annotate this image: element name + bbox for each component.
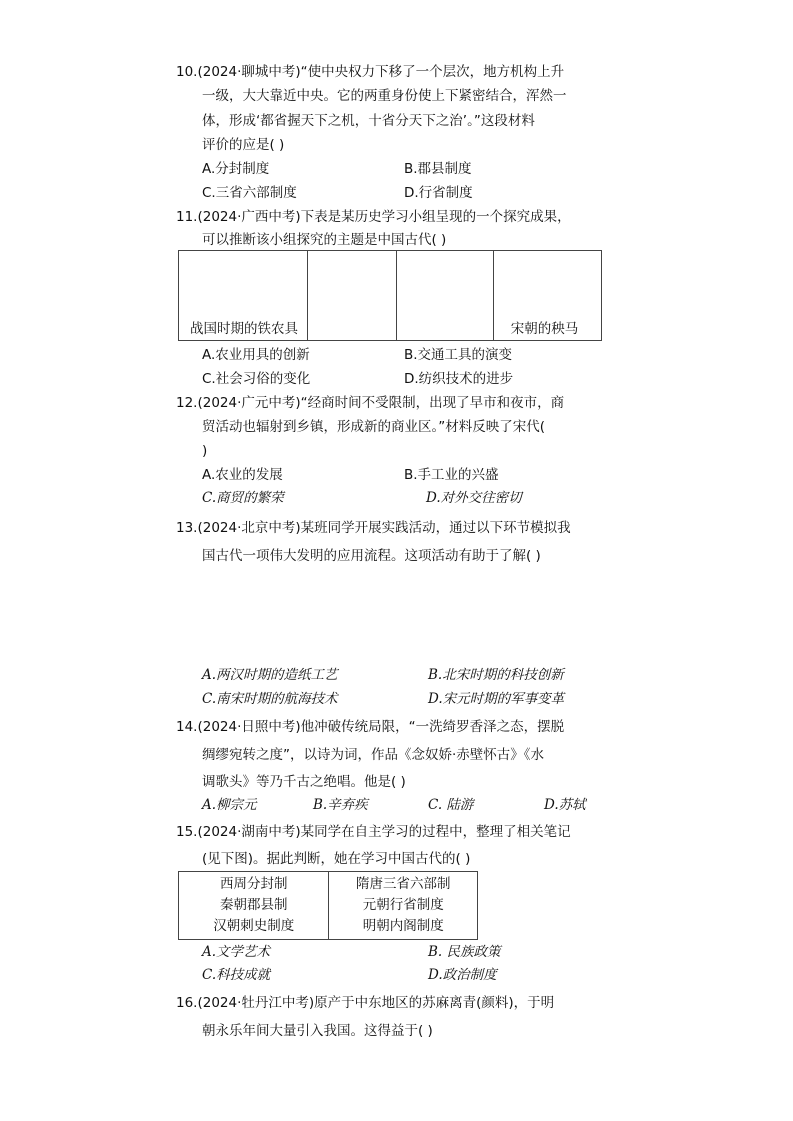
question-15-notes-left <box>179 872 329 940</box>
question-11-line-2: 可以推断该小组探究的主题是中国古代( ) <box>202 232 447 248</box>
question-15-option-b: B. 民族政策 <box>428 944 501 960</box>
question-14-option-a: A.柳宗元 <box>202 797 257 813</box>
question-11-cell-1-caption: 战国时期的铁农具 <box>190 321 298 337</box>
question-15-notes-table <box>178 871 478 940</box>
question-10-option-d: D.行省制度 <box>404 185 473 201</box>
question-14-line-3: 调歌头》等乃千古之绝唱。他是( ) <box>202 774 406 790</box>
notes-item: 秦朝郡县制 <box>219 897 288 913</box>
question-10-option-a: A.分封制度 <box>202 161 270 177</box>
question-11-cell-4 <box>493 251 601 341</box>
question-12-option-d: D.对外交往密切 <box>426 490 522 506</box>
question-15-option-a: A.文学艺术 <box>202 944 271 960</box>
question-13-option-b: B.北宋时期的科技创新 <box>428 667 564 683</box>
question-14-line-1: 14.(2024·日照中考)他冲破传统局限，“一洗绮罗香泽之态，摆脱 <box>176 719 565 735</box>
question-11-option-a: A.农业用具的创新 <box>202 347 310 363</box>
question-15-line-2: (见下图)。据此判断，她在学习中国古代的( ) <box>202 851 471 867</box>
question-14-option-b: B.辛弃疾 <box>313 797 368 813</box>
question-13-option-c: C.南宋时期的航海技术 <box>202 691 338 707</box>
question-12-option-a: A.农业的发展 <box>202 467 283 483</box>
question-15-line-1: 15.(2024·湖南中考)某同学在自主学习的过程中，整理了相关笔记 <box>176 824 571 840</box>
question-14-option-c: C. 陆游 <box>428 797 474 813</box>
question-13-option-a: A.两汉时期的造纸工艺 <box>202 667 338 683</box>
question-11-cell-1 <box>179 251 308 341</box>
question-14-option-d: D.苏轼 <box>544 797 586 813</box>
question-13-option-d: D.宋元时期的军事变革 <box>428 691 565 707</box>
question-11-table <box>178 250 602 341</box>
notes-item: 西周分封制 <box>219 876 288 892</box>
question-12-line-2: 贸活动也辐射到乡镇，形成新的商业区。”材料反映了宋代( <box>202 419 546 435</box>
question-12-option-b: B.手工业的兴盛 <box>404 467 499 483</box>
question-11-option-b: B.交通工具的演变 <box>404 347 513 363</box>
notes-item: 隋唐三省六部制 <box>355 876 451 892</box>
question-13-line-2: 国古代一项伟大发明的应用流程。这项活动有助于了解( ) <box>202 548 541 564</box>
question-12-line-3: ) <box>202 443 208 459</box>
question-11-cell-4-caption: 宋朝的秧马 <box>510 321 579 337</box>
question-11-option-d: D.纺织技术的进步 <box>404 371 514 387</box>
question-15-option-c: C.科技成就 <box>202 967 271 983</box>
question-12-option-c: C.商贸的繁荣 <box>202 490 284 506</box>
question-14-line-2: 绸缪宛转之度”，以诗为词，作品《念奴娇·赤壁怀古》《水 <box>202 747 545 763</box>
question-10-option-b: B.郡县制度 <box>404 161 472 177</box>
question-12-line-1: 12.(2024·广元中考)“经商时间不受限制，出现了早市和夜市，商 <box>176 395 565 411</box>
question-13-line-1: 13.(2024·北京中考)某班同学开展实践活动，通过以下环节模拟我 <box>176 520 571 536</box>
question-11-line-1: 11.(2024·广西中考)下表是某历史学习小组呈现的一个探究成果， <box>176 209 571 225</box>
question-10-line-3: 体，形成‘都省握天下之机，十省分天下之治’。”这段材料 <box>202 113 535 129</box>
question-15-notes-right <box>329 872 478 940</box>
question-16-line-2: 朝永乐年间大量引入我国。这得益于( ) <box>202 1023 433 1039</box>
question-11-cell-3 <box>397 251 493 341</box>
question-16-line-1: 16.(2024·牡丹江中考)原产于中东地区的苏麻离青(颜料)，于明 <box>176 995 555 1011</box>
question-10-line-2: 一级，大大靠近中央。它的两重身份使上下紧密结合，浑然一 <box>202 88 567 104</box>
question-10-line-4: 评价的应是( ) <box>202 137 285 153</box>
notes-item: 汉朝刺史制度 <box>213 918 295 934</box>
notes-item: 元朝行省制度 <box>362 897 444 913</box>
question-11-option-c: C.社会习俗的变化 <box>202 371 311 387</box>
question-11-cell-2 <box>308 251 397 341</box>
question-10-line-1: 10.(2024·聊城中考)“使中央权力下移了一个层次，地方机构上升 <box>176 64 565 80</box>
question-10-option-c: C.三省六部制度 <box>202 185 297 201</box>
question-15-option-d: D.政治制度 <box>428 967 497 983</box>
notes-item: 明朝内阁制度 <box>362 918 444 934</box>
